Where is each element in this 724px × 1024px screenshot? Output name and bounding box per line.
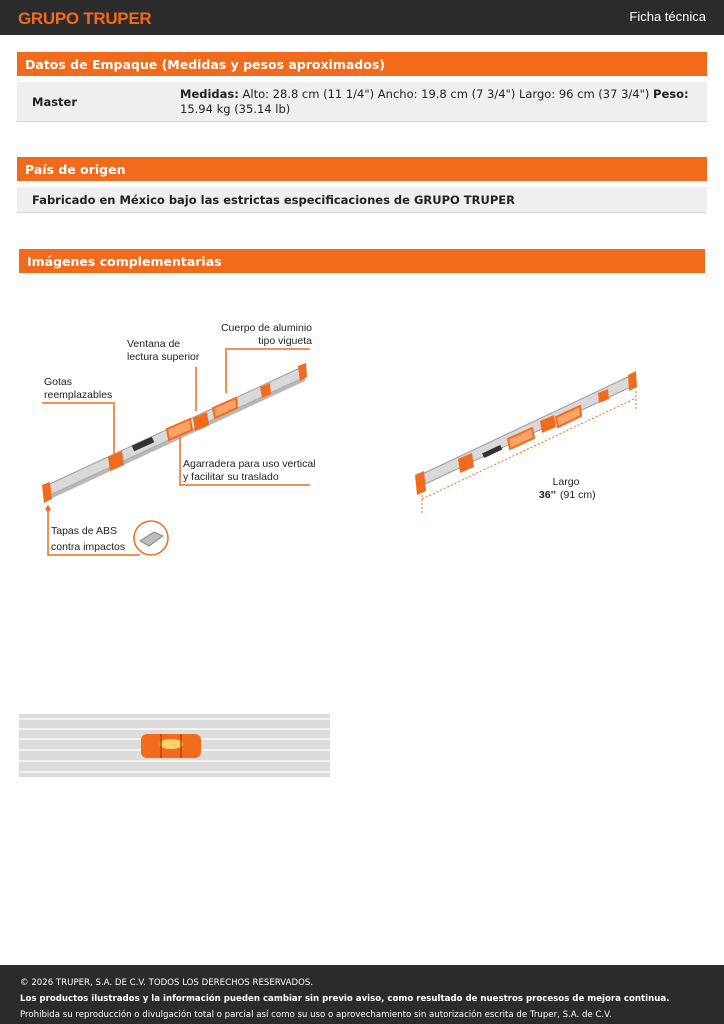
length-dimension-line bbox=[422, 398, 636, 499]
weight-value: 15.94 kg (35.14 lb) bbox=[180, 102, 291, 116]
footer-notice: Los productos ilustrados y la información pueden cambiar sin previo aviso, como resultado de nuestros procesos de mejora continua. bbox=[20, 994, 670, 1004]
left-end-cap-2 bbox=[415, 471, 426, 495]
origin-section-title: País de origen bbox=[17, 157, 707, 181]
vial-closeup-figure bbox=[19, 714, 330, 777]
page-type-title: Ficha técnica bbox=[629, 9, 706, 24]
measures-value: Alto: 28.8 cm (11 1/4") Ancho: 19.8 cm (7 3/4") Largo: 96 cm (37 3/4") bbox=[238, 87, 654, 101]
callout-dot-caps bbox=[46, 507, 51, 512]
vial-left bbox=[108, 451, 124, 471]
level-annotated-figure bbox=[30, 315, 330, 565]
measures-key: Medidas: bbox=[180, 87, 239, 101]
weight-key: Peso: bbox=[653, 87, 689, 101]
footer bbox=[0, 965, 724, 1024]
callout-caps-line2: contra impactos bbox=[51, 541, 126, 553]
length-value: 36’’ bbox=[538, 489, 556, 501]
packaging-section-title: Datos de Empaque (Medidas y pesos aproximados) bbox=[17, 52, 707, 76]
callout-handle-line1: Agarradera para uso vertical bbox=[183, 458, 316, 470]
callout-line-drops bbox=[42, 403, 114, 455]
callout-body-line1: Cuerpo de aluminio bbox=[220, 322, 312, 334]
brand-logo: GRUPO TRUPER bbox=[18, 9, 152, 28]
closeup-stripe bbox=[19, 760, 330, 762]
vial-center bbox=[193, 412, 209, 431]
packaging-row bbox=[17, 82, 707, 122]
callout-body-line2: tipo vigueta bbox=[258, 335, 312, 347]
closeup-bubble bbox=[159, 739, 183, 749]
closeup-stripe bbox=[19, 728, 330, 730]
origin-text: Fabricado en México bajo las estrictas especificaciones de GRUPO TRUPER bbox=[32, 193, 515, 207]
footer-prohibition: Prohibida su reproducción o divulgación total o parcial así como su uso o aprovechamiento sin autorización escrita de Truper, S.A. de C.V. bbox=[20, 1010, 612, 1020]
length-metric: (91 cm) bbox=[560, 489, 596, 501]
footer-copyright: © 2026 TRUPER, S.A. DE C.V. TODOS LOS DERECHOS RESERVADOS. bbox=[20, 978, 314, 988]
top-bar bbox=[0, 0, 724, 35]
images-section-title: Imágenes complementarias bbox=[19, 249, 705, 273]
right-end-cap-2 bbox=[628, 371, 637, 391]
level-length-figure bbox=[408, 365, 648, 525]
closeup-stripe bbox=[19, 718, 330, 720]
callout-drops-line1: Gotas bbox=[44, 376, 73, 388]
length-label: Largo bbox=[552, 476, 580, 488]
closeup-stripe bbox=[19, 771, 330, 773]
callout-drops-line2: reemplazables bbox=[44, 389, 113, 401]
callout-window-line2: lectura superior bbox=[127, 351, 200, 363]
callout-window-line1: Ventana de bbox=[127, 338, 181, 350]
origin-row bbox=[17, 187, 707, 213]
packaging-row-label: Master bbox=[32, 95, 78, 109]
callout-handle-line2: y facilitar su traslado bbox=[183, 471, 279, 483]
callout-caps-line1: Tapas de ABS bbox=[51, 525, 117, 537]
packaging-row-value bbox=[180, 87, 695, 117]
